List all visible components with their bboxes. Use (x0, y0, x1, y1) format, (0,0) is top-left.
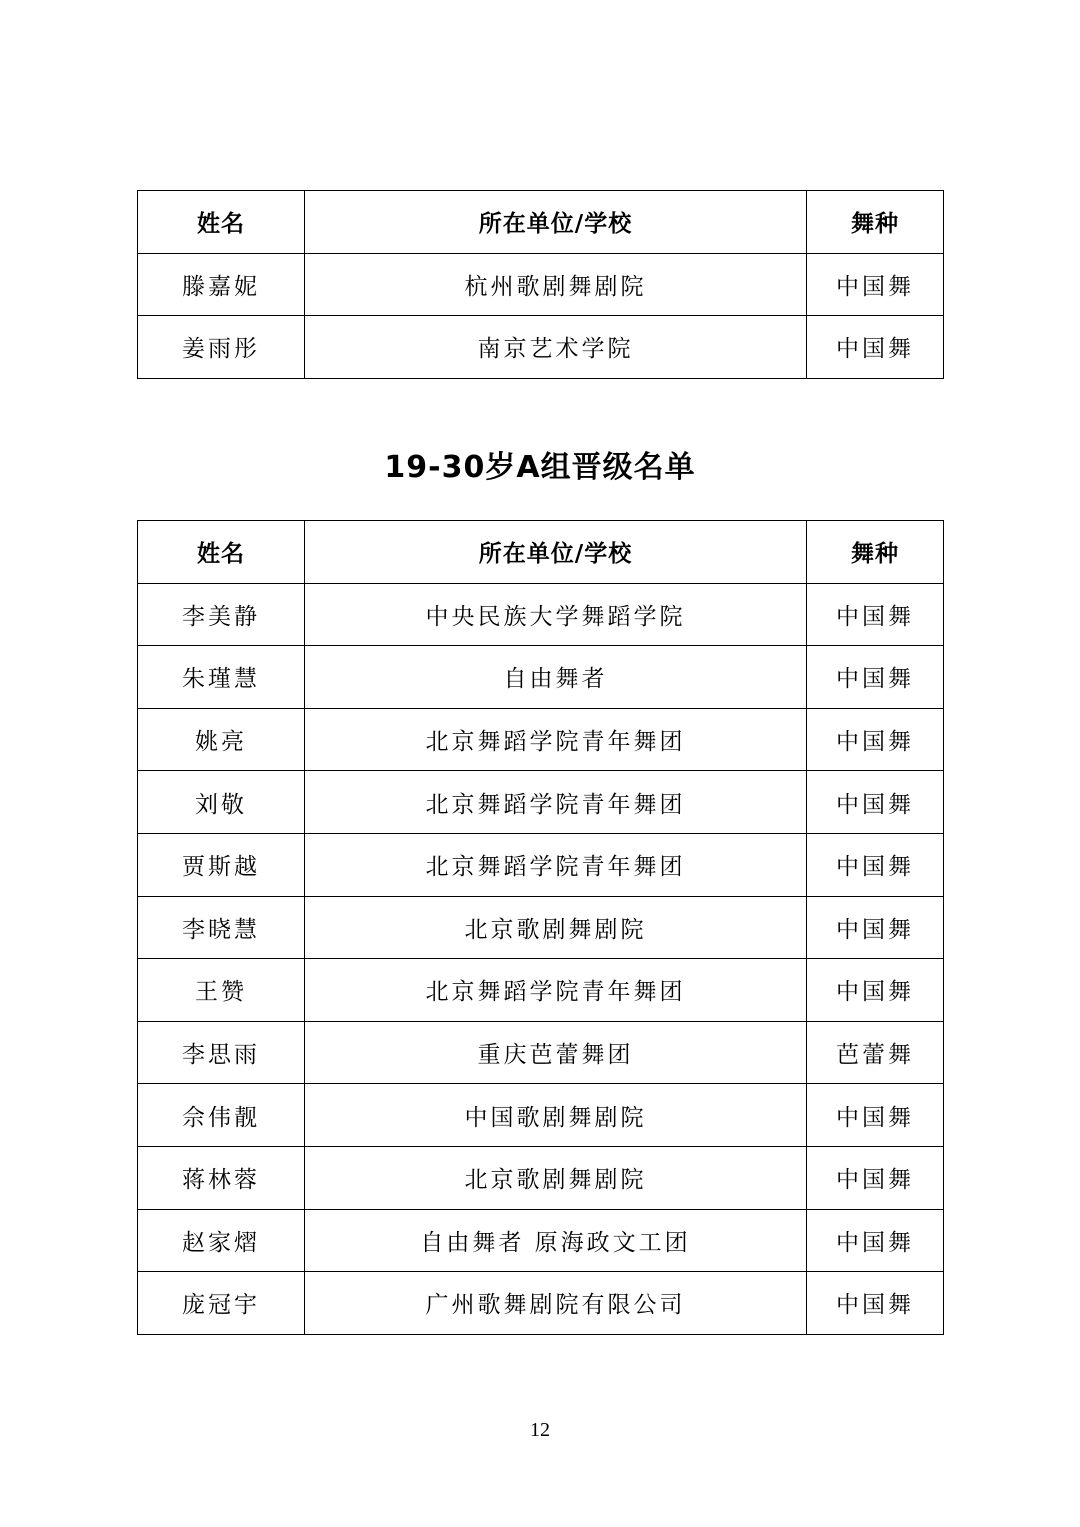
header-name: 姓名 (138, 521, 305, 584)
advancement-roster-table (137, 520, 944, 1335)
cell-unit: 中央民族大学舞蹈学院 (305, 583, 807, 646)
cell-name: 李晓慧 (138, 896, 305, 959)
cell-unit: 北京歌剧舞剧院 (305, 1146, 807, 1209)
table-row (138, 253, 944, 316)
cell-unit: 北京舞蹈学院青年舞团 (305, 959, 807, 1022)
table-row (138, 959, 944, 1022)
header-dance-type: 舞种 (807, 521, 944, 584)
cell-name: 赵家熠 (138, 1209, 305, 1272)
cell-dance-type: 中国舞 (807, 1209, 944, 1272)
cell-unit: 重庆芭蕾舞团 (305, 1021, 807, 1084)
table-row (138, 1209, 944, 1272)
header-name: 姓名 (138, 191, 305, 254)
cell-name: 李美静 (138, 583, 305, 646)
table-row (138, 771, 944, 834)
cell-dance-type: 中国舞 (807, 253, 944, 316)
cell-dance-type: 中国舞 (807, 583, 944, 646)
cell-dance-type: 中国舞 (807, 896, 944, 959)
table-row (138, 833, 944, 896)
header-unit: 所在单位/学校 (305, 521, 807, 584)
cell-unit: 自由舞者 (305, 646, 807, 709)
cell-name: 姜雨彤 (138, 316, 305, 379)
table-header-row (138, 191, 944, 254)
cell-name: 姚亮 (138, 708, 305, 771)
cell-unit: 南京艺术学院 (305, 316, 807, 379)
cell-unit: 北京舞蹈学院青年舞团 (305, 833, 807, 896)
table-row (138, 316, 944, 379)
cell-name: 庞冠宇 (138, 1272, 305, 1335)
cell-dance-type: 中国舞 (807, 316, 944, 379)
cell-name: 滕嘉妮 (138, 253, 305, 316)
cell-dance-type: 中国舞 (807, 1084, 944, 1147)
table-row (138, 1084, 944, 1147)
cell-name: 刘敬 (138, 771, 305, 834)
cell-name: 王赞 (138, 959, 305, 1022)
top-roster-table (137, 190, 944, 379)
cell-dance-type: 中国舞 (807, 708, 944, 771)
cell-name: 蒋林蓉 (138, 1146, 305, 1209)
table-row (138, 583, 944, 646)
table-row (138, 1146, 944, 1209)
cell-dance-type: 芭蕾舞 (807, 1021, 944, 1084)
cell-unit: 北京舞蹈学院青年舞团 (305, 771, 807, 834)
table-row (138, 646, 944, 709)
cell-dance-type: 中国舞 (807, 1146, 944, 1209)
cell-unit: 自由舞者 原海政文工团 (305, 1209, 807, 1272)
cell-name: 李思雨 (138, 1021, 305, 1084)
cell-dance-type: 中国舞 (807, 959, 944, 1022)
section-title: 19-30岁A组晋级名单 (384, 450, 696, 485)
cell-unit: 北京舞蹈学院青年舞团 (305, 708, 807, 771)
cell-name: 朱瑾慧 (138, 646, 305, 709)
cell-unit: 中国歌剧舞剧院 (305, 1084, 807, 1147)
cell-name: 佘伟靓 (138, 1084, 305, 1147)
table-row (138, 896, 944, 959)
cell-dance-type: 中国舞 (807, 1272, 944, 1335)
cell-unit: 北京歌剧舞剧院 (305, 896, 807, 959)
header-dance-type: 舞种 (807, 191, 944, 254)
cell-unit: 杭州歌剧舞剧院 (305, 253, 807, 316)
cell-dance-type: 中国舞 (807, 771, 944, 834)
header-unit: 所在单位/学校 (305, 191, 807, 254)
cell-dance-type: 中国舞 (807, 833, 944, 896)
page-number: 12 (530, 1419, 550, 1441)
table-header-row (138, 521, 944, 584)
cell-name: 贾斯越 (138, 833, 305, 896)
table-row (138, 1021, 944, 1084)
table-row (138, 708, 944, 771)
table-row (138, 1272, 944, 1335)
cell-unit: 广州歌舞剧院有限公司 (305, 1272, 807, 1335)
cell-dance-type: 中国舞 (807, 646, 944, 709)
